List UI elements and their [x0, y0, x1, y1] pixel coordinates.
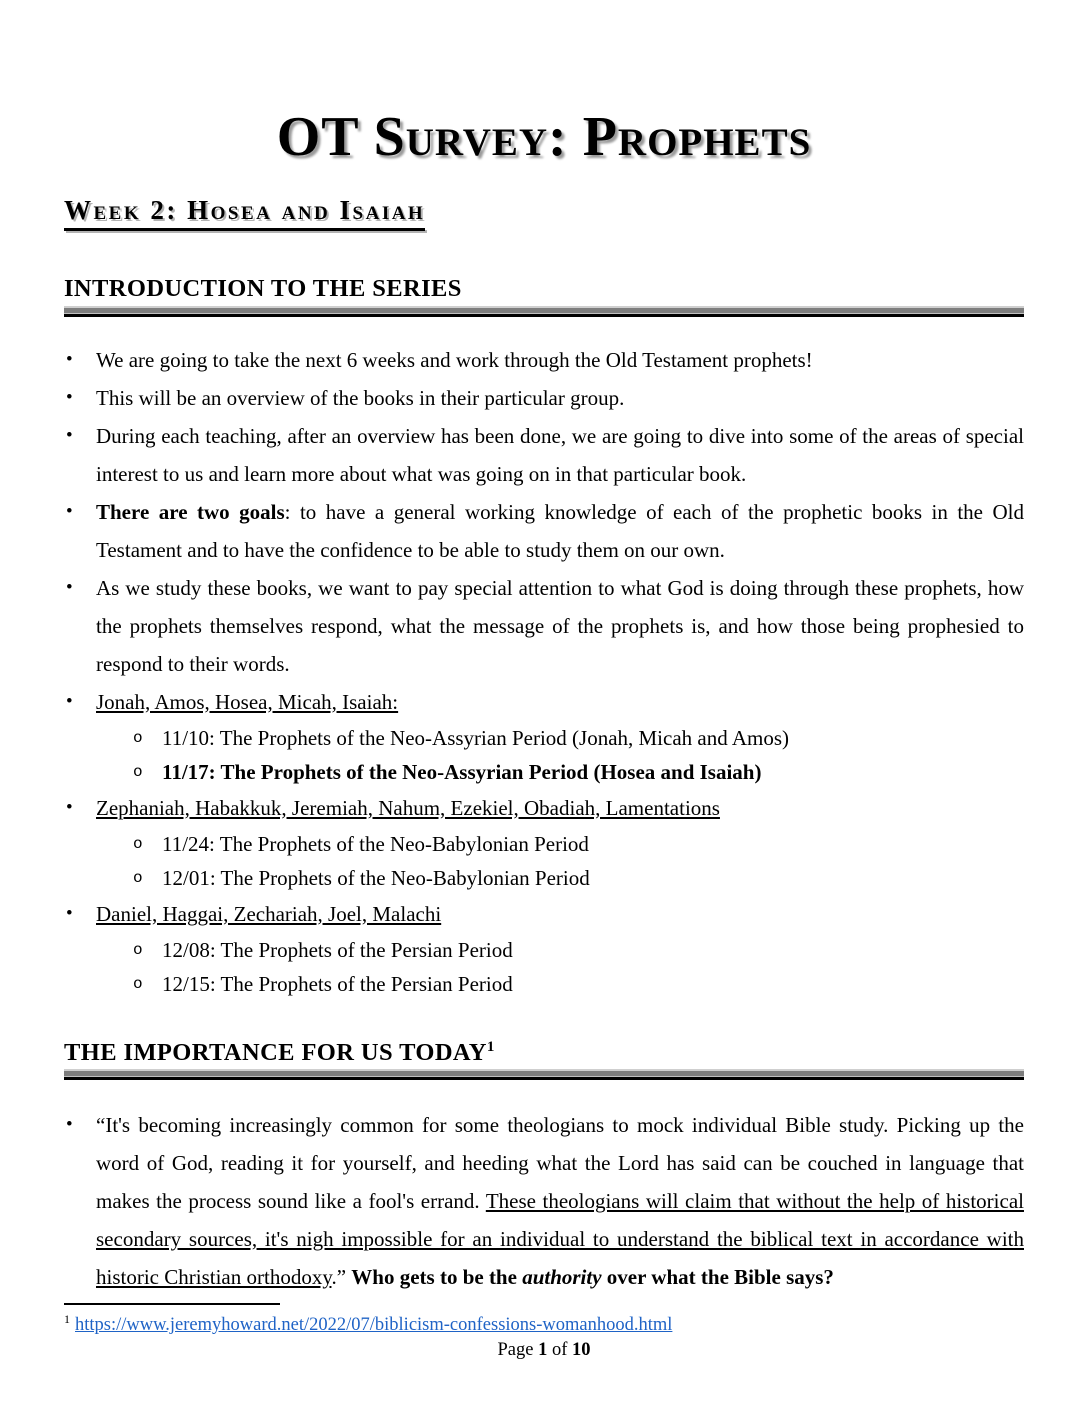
text-segment: 1 — [538, 1340, 548, 1361]
footnote-marker: 1 — [64, 1312, 70, 1326]
bullet-item — [64, 789, 1024, 827]
section-heading-text: THE IMPORTANCE FOR US TODAY — [64, 1038, 487, 1066]
footnote-link[interactable]: https://www.jeremyhoward.net/2022/07/biblicism-confessions-womanhood.html — [75, 1315, 673, 1336]
bullet-text — [96, 500, 1024, 562]
section-importance — [64, 1039, 1024, 1296]
bullet-item — [64, 895, 1024, 933]
text-segment: 11/17: The Prophets of the Neo-Assyrian Period (Hosea and Isaiah) — [162, 759, 762, 784]
circle-bullet-icon: o — [133, 974, 143, 993]
sub-bullet-item — [64, 967, 1024, 1001]
bullet-text — [162, 938, 513, 962]
disc-bullet-icon: • — [66, 690, 73, 712]
text-segment: : to have a general working knowledge of each of the prophetic books in the Old Testament and to have the confidence to be able to study them on our own. — [96, 499, 1024, 562]
bullet-text — [162, 972, 513, 996]
document-subtitle: Week 2: Hosea and Isaiah — [64, 195, 425, 231]
footnote-separator-line — [64, 1303, 280, 1305]
section-heading-introduction — [64, 275, 1024, 303]
circle-bullet-icon: o — [133, 868, 143, 887]
sub-bullet-item — [64, 827, 1024, 861]
bullet-item — [64, 493, 1024, 569]
circle-bullet-icon: o — [133, 762, 143, 781]
bullet-text — [96, 576, 1024, 676]
heading-superscript-footnote-ref: 1 — [486, 1038, 495, 1055]
text-segment: Who gets to be the — [351, 1264, 523, 1289]
disc-bullet-icon: • — [66, 348, 73, 370]
circle-bullet-icon: o — [133, 728, 143, 747]
bullet-text — [96, 1113, 1024, 1289]
text-segment: .” — [331, 1264, 352, 1289]
disc-bullet-icon: • — [66, 796, 73, 818]
bullet-item — [64, 341, 1024, 379]
bullet-text — [96, 796, 720, 820]
text-segment: over what the Bible says? — [601, 1264, 834, 1289]
sub-bullet-item — [64, 755, 1024, 789]
subtitle-row — [64, 195, 1024, 231]
disc-bullet-icon: • — [66, 902, 73, 924]
text-segment: We are going to take the next 6 weeks and work through the Old Testament prophets! — [96, 347, 813, 372]
bullet-item — [64, 569, 1024, 683]
text-segment: These theologians will claim that without the help of historical secondary sources, it's nigh impossible for an individual to understand the biblical text in accordance with historic Christian orthodoxy — [96, 1188, 1024, 1289]
bullet-list-introduction — [64, 341, 1024, 1001]
sub-bullet-item — [64, 933, 1024, 967]
bullet-text — [162, 866, 590, 890]
bullet-text — [162, 832, 589, 856]
bullet-item — [64, 417, 1024, 493]
bullet-text — [96, 386, 624, 410]
bullet-text — [162, 760, 761, 784]
bullet-text — [162, 726, 789, 750]
text-segment: authority — [522, 1264, 602, 1289]
text-segment: 11/10: The Prophets of the Neo-Assyrian Period (Jonah, Micah and Amos) — [162, 725, 789, 750]
page-number — [64, 1339, 1024, 1361]
bullet-text — [96, 690, 398, 714]
bullet-item — [64, 379, 1024, 417]
text-segment: of — [547, 1340, 572, 1361]
text-segment: Jonah, Amos, Hosea, Micah, Isaiah: — [96, 689, 399, 714]
disc-bullet-icon: • — [66, 424, 73, 446]
section-introduction — [64, 275, 1024, 1000]
heading-rule — [64, 306, 1024, 317]
text-segment: 12/01: The Prophets of the Neo-Babylonian Period — [162, 865, 590, 890]
text-segment: As we study these books, we want to pay special attention to what God is doing through these prophets, how the prophets themselves respond, what the message of the prophets is, and how those being prophesied to respond to their words. — [96, 575, 1024, 676]
section-heading-importance — [64, 1039, 1024, 1067]
disc-bullet-icon: • — [66, 500, 73, 522]
text-segment: 10 — [572, 1340, 591, 1361]
bullet-item — [64, 1106, 1024, 1296]
text-segment: This will be an overview of the books in their particular group. — [96, 385, 625, 410]
footnote — [64, 1312, 1024, 1336]
text-segment: Zephaniah, Habakkuk, Jeremiah, Nahum, Ezekiel, Obadiah, Lamentations — [96, 795, 720, 820]
text-segment: During each teaching, after an overview has been done, we are going to dive into some of the areas of special interest to us and learn more about what was going on in that particular book. — [96, 423, 1024, 486]
bullet-text — [96, 902, 441, 926]
text-segment: There are two goals — [96, 499, 285, 524]
document-title: OT Survey: Prophets — [276, 106, 812, 168]
bullet-text — [96, 424, 1024, 486]
section-heading-text: INTRODUCTION TO THE SERIES — [64, 275, 462, 303]
disc-bullet-icon: • — [66, 386, 73, 408]
bullet-item — [64, 683, 1024, 721]
heading-rule — [64, 1069, 1024, 1080]
text-segment: 12/08: The Prophets of the Persian Period — [162, 937, 513, 962]
disc-bullet-icon: • — [66, 576, 73, 598]
circle-bullet-icon: o — [133, 834, 143, 853]
footnote-area — [64, 1303, 1024, 1362]
text-segment: “It's becoming increasingly common for some theologians to mock individual Bible study. Picking up the word of God, reading it for yourself, and heeding what the Lord has said can be couched in language that makes the process sound like a fool's errand. — [96, 1112, 1024, 1213]
text-segment: 12/15: The Prophets of the Persian Period — [162, 971, 513, 996]
text-segment: 11/24: The Prophets of the Neo-Babylonian Period — [162, 831, 589, 856]
text-segment: Page — [497, 1340, 539, 1361]
text-segment: Daniel, Haggai, Zechariah, Joel, Malachi — [96, 901, 442, 926]
bullet-list-importance — [64, 1106, 1024, 1296]
sub-bullet-item — [64, 721, 1024, 755]
circle-bullet-icon: o — [133, 940, 143, 959]
sub-bullet-item — [64, 861, 1024, 895]
bullet-text — [96, 348, 813, 372]
disc-bullet-icon: • — [66, 1113, 73, 1135]
